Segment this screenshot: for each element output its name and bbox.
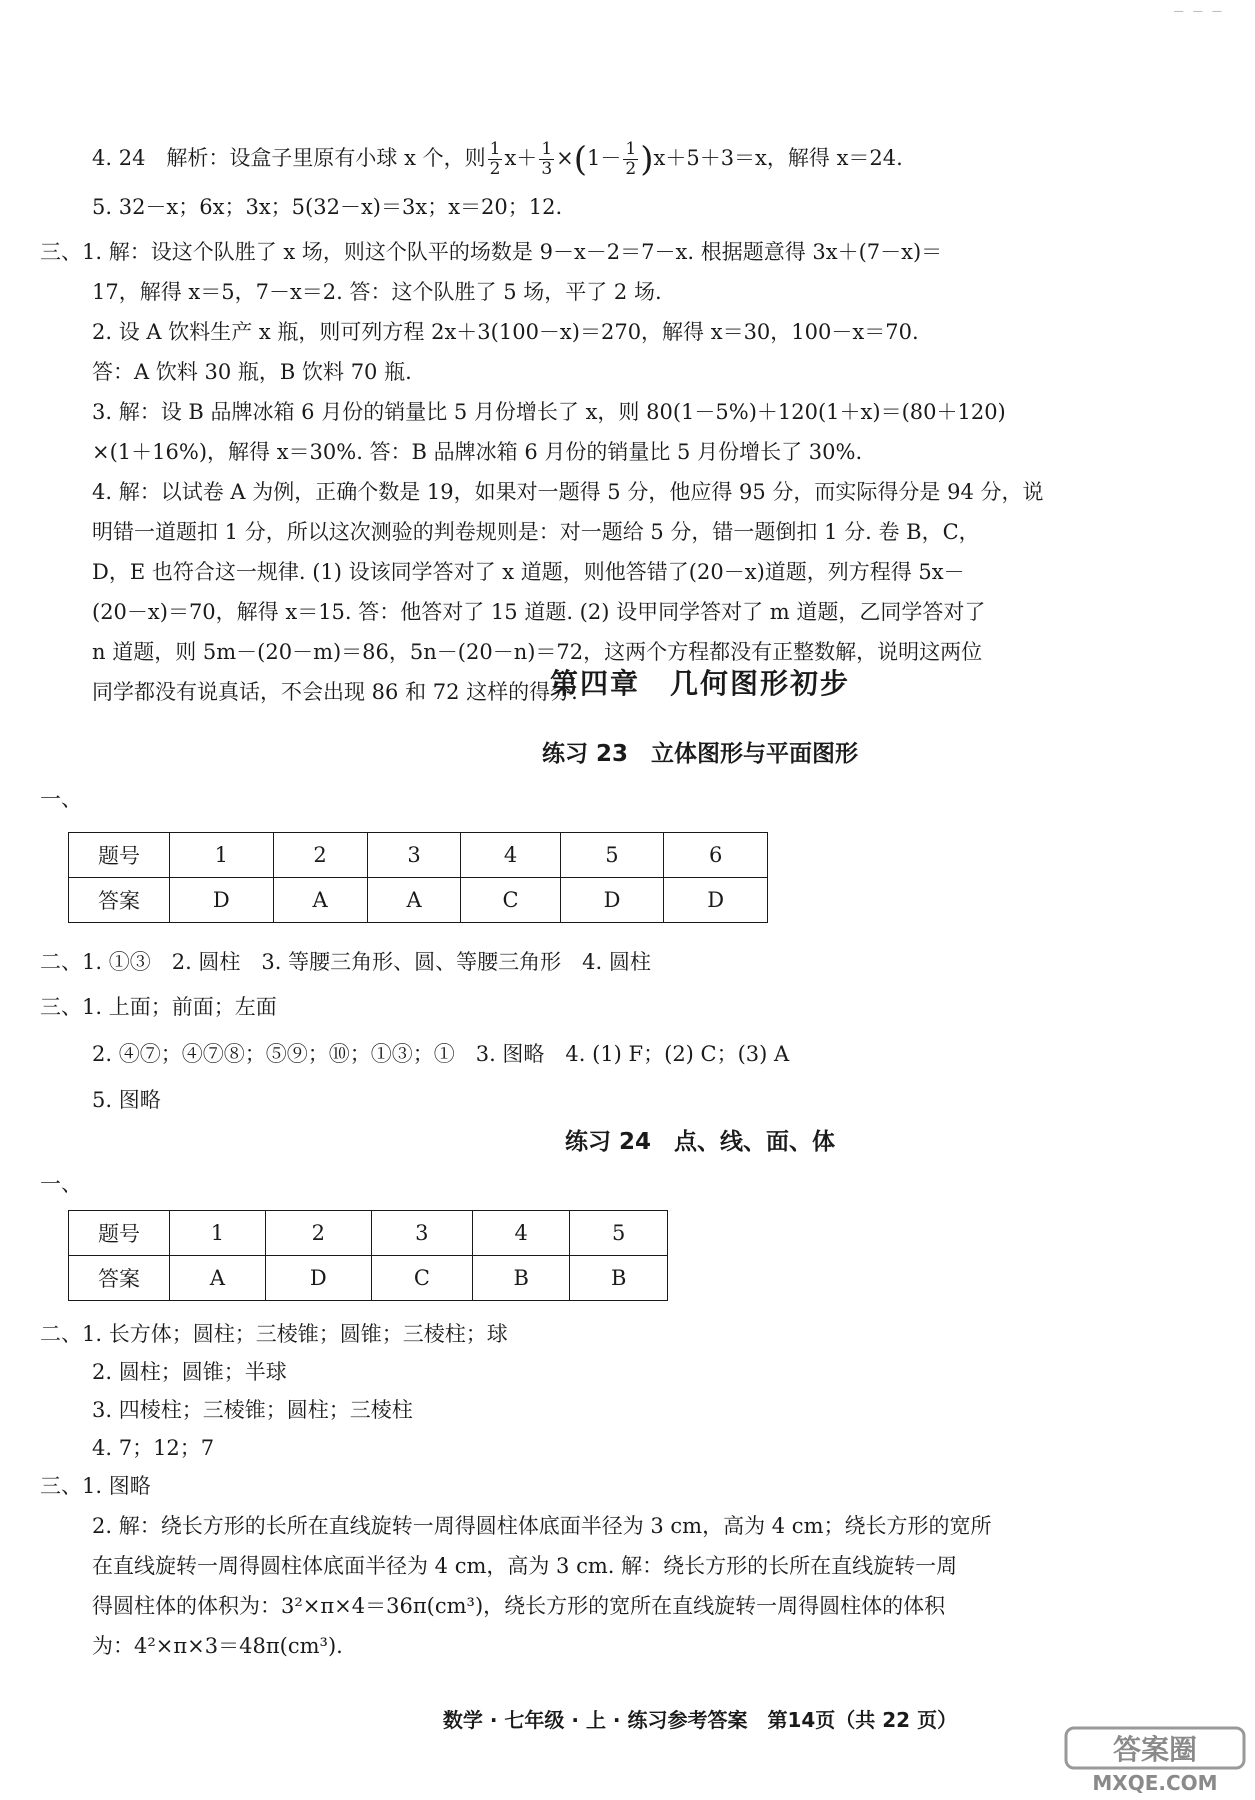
table-cell: D	[560, 878, 664, 923]
table-cell: A	[170, 1256, 266, 1301]
part3-line: 2. 设 A 饮料生产 x 瓶，则可列方程 2x＋3(100－x)＝270，解得 x＝30，100－x＝70.	[92, 320, 919, 344]
part3-line: 17，解得 x＝5，7－x＝2. 答：这个队胜了 5 场，平了 2 场.	[92, 280, 662, 304]
table-cell: 4	[473, 1211, 570, 1256]
ex24-part3-line: 得圆柱体的体积为：3²×π×4＝36π(cm³)，绕长方形的宽所在直线旋转一周得圆柱体的体积	[92, 1594, 946, 1618]
ex23-part2: 二、1. ①③ 2. 圆柱 3. 等腰三角形、圆、等腰三角形 4. 圆柱	[40, 950, 651, 974]
table-header-cell: 答案	[69, 1256, 170, 1301]
ex24-part2-line: 二、1. 长方体；圆柱；三棱锥；圆锥；三棱柱；球	[40, 1322, 508, 1346]
table-cell: D	[664, 878, 768, 923]
table-cell: B	[473, 1256, 570, 1301]
ex23-part3-line: 2. ④⑦；④⑦⑧；⑤⑨；⑩；①③；① 3. 图略 4. (1) F；(2) C；(3) A	[92, 1042, 790, 1066]
table-cell: A	[367, 878, 461, 923]
ex24-part3-line: 在直线旋转一周得圆柱体底面半径为 4 cm，高为 3 cm. 解：绕长方形的长所在直线旋转一周	[92, 1554, 958, 1578]
ex24-part2-line: 2. 圆柱；圆锥；半球	[92, 1360, 287, 1384]
part3-line: 答：A 饮料 30 瓶，B 饮料 70 瓶.	[92, 360, 412, 384]
ex24-part3-line: 为：4²×π×3＝48π(cm³).	[92, 1634, 343, 1658]
watermark-main-text: 答案圈	[1112, 1733, 1198, 1766]
q4-text-pre: 4. 24 解析：设盒子里原有小球 x 个，则	[92, 146, 486, 170]
ex24-answer-table	[68, 1210, 668, 1301]
table-header-cell: 题号	[69, 1211, 170, 1256]
table-cell: 1	[170, 833, 274, 878]
table-cell: 6	[664, 833, 768, 878]
answer-q5-line: 5. 32－x；6x；3x；5(32－x)＝3x；x＝20；12.	[92, 195, 563, 219]
part3-line: 同学都没有说真话，不会出现 86 和 72 这样的得分.	[92, 680, 578, 704]
table-cell: B	[570, 1256, 668, 1301]
part3-line: D，E 也符合这一规律. (1) 设该同学答对了 x 道题，则他答错了(20－x)道题，列方程得 5x－	[92, 560, 965, 584]
table-row	[69, 1256, 668, 1301]
ex23-part1-label: 一、	[40, 787, 82, 811]
ex23-part3-line: 三、1. 上面；前面；左面	[40, 995, 277, 1019]
table-cell: 3	[371, 1211, 472, 1256]
table-cell: D	[265, 1256, 371, 1301]
table-cell: D	[170, 878, 274, 923]
table-cell: C	[461, 878, 560, 923]
table-cell: 2	[265, 1211, 371, 1256]
table-cell: 3	[367, 833, 461, 878]
ex24-part1-label: 一、	[40, 1172, 82, 1196]
table-row	[69, 878, 768, 923]
part3-line: 3. 解：设 B 品牌冰箱 6 月份的销量比 5 月份增长了 x，则 80(1－5%)＋120(1＋x)＝(80＋120)	[92, 400, 1006, 424]
exercise-23-title: 练习 23 立体图形与平面图形	[541, 741, 858, 767]
table-header-cell: 题号	[69, 833, 170, 878]
part3-line: ×(1＋16%)，解得 x＝30%. 答：B 品牌冰箱 6 月份的销量比 5 月份增长了 30%.	[92, 440, 863, 464]
part3-line: 明错一道题扣 1 分，所以这次测验的判卷规则是：对一题给 5 分，错一题倒扣 1 分. 卷 B，C，	[92, 520, 980, 544]
part3-line: n 道题，则 5m－(20－m)＝86，5n－(20－n)＝72，这两个方程都没有正整数解，说明这两位	[92, 640, 983, 664]
table-cell: A	[273, 878, 367, 923]
part3-line: (20－x)＝70，解得 x＝15. 答：他答对了 15 道题. (2) 设甲同学答对了 m 道题，乙同学答对了	[92, 600, 986, 624]
table-row	[69, 1211, 668, 1256]
exercise-24-title: 练习 24 点、线、面、体	[564, 1129, 835, 1155]
ex24-part3-line: 2. 解：绕长方形的长所在直线旋转一周得圆柱体底面半径为 3 cm，高为 4 cm；绕长方形的宽所	[92, 1514, 992, 1538]
fraction-one-half-2: $\frac{1}{2}$	[625, 139, 637, 179]
part3-line: 三、1. 解：设这个队胜了 x 场，则这个队平的场数是 9－x－2＝7－x. 根据题意得 3x＋(7－x)＝	[40, 240, 943, 264]
watermark-url-text: MXQE.COM	[1092, 1771, 1218, 1794]
table-header-cell: 答案	[69, 878, 170, 923]
fraction-one-third: $\frac{1}{3}$	[541, 139, 553, 179]
ex23-part3-line: 5. 图略	[92, 1088, 161, 1112]
table-cell: 1	[170, 1211, 266, 1256]
ex24-part2-line: 4. 7；12；7	[92, 1436, 215, 1460]
table-cell: 5	[570, 1211, 668, 1256]
fraction-one-half: $\frac{1}{2}$	[489, 139, 501, 179]
ex24-part3-line: 三、1. 图略	[40, 1474, 151, 1498]
chapter-title: 第四章 几何图形初步	[549, 667, 850, 700]
watermark-logo	[1062, 1724, 1248, 1794]
page-footer: 数学 · 七年级 · 上 · 练习参考答案 第14页（共 22 页）	[442, 1708, 958, 1732]
table-cell: C	[371, 1256, 472, 1301]
ex23-answer-table	[68, 832, 768, 923]
ex24-part2-line: 3. 四棱柱；三棱锥；圆柱；三棱柱	[92, 1398, 413, 1422]
table-cell: 5	[560, 833, 664, 878]
table-cell: 4	[461, 833, 560, 878]
corner-scan-mark: — — —	[1173, 6, 1225, 17]
part3-line: 4. 解：以试卷 A 为例，正确个数是 19，如果对一题得 5 分，他应得 95 分，而实际得分是 94 分，说	[92, 480, 1044, 504]
answer-q4-line: 4. 24 解析：设盒子里原有小球 x 个，则 $\frac{1}{2}$ x＋ $\frac{1}{3}$ ×(1－ $\frac{1}{2}$ )x＋5＋3＝x，解得 x＝24.	[92, 139, 903, 180]
table-row	[69, 833, 768, 878]
table-cell: 2	[273, 833, 367, 878]
